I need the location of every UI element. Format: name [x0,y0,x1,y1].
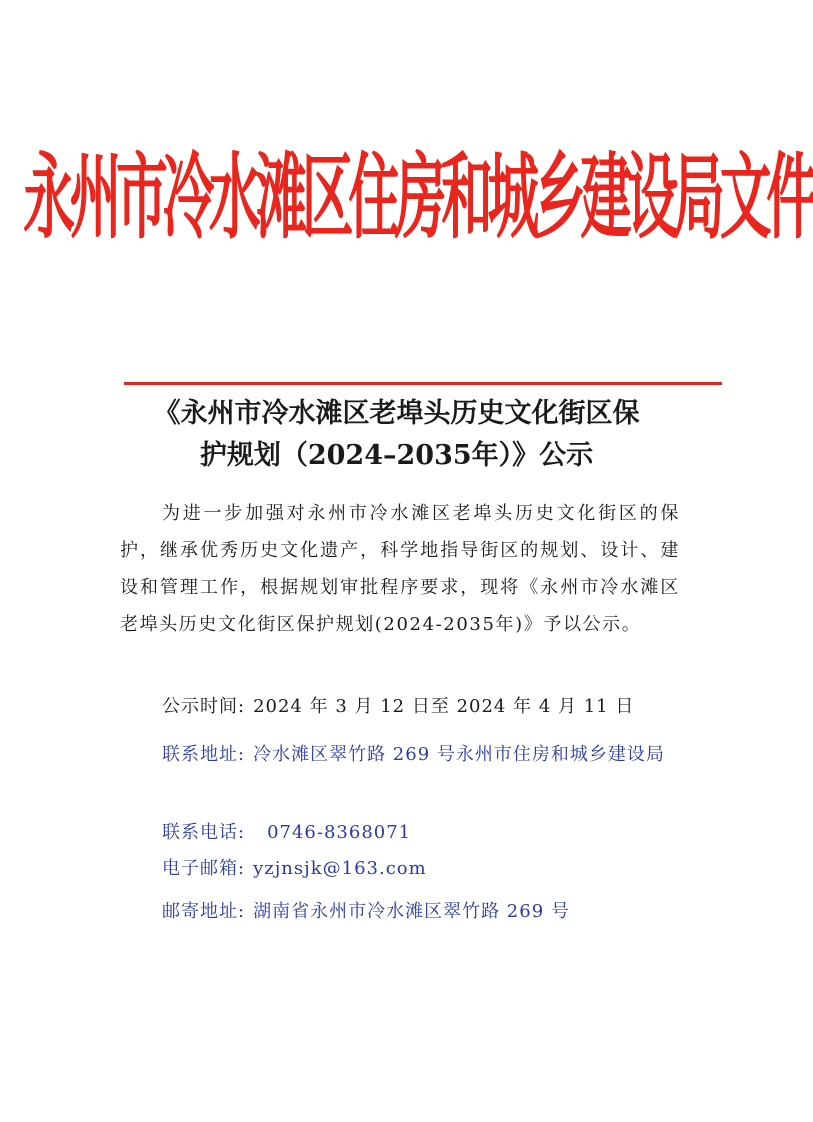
publicity-period [162,692,634,718]
contact-phone [162,818,411,844]
contact-address [120,735,680,775]
publicity-period-label: 公示时间: [162,696,246,717]
mailing-address-label: 邮寄地址: [162,901,246,922]
document-masthead [23,132,813,253]
contact-phone-value: 0746-8368071 [267,822,412,843]
publicity-period-value: 2024 年 3 月 12 日至 2024 年 4 月 11 日 [253,696,635,717]
contact-phone-label: 联系电话: [162,822,246,843]
announcement-paragraph: 为进一步加强对永州市冷水滩区老埠头历史文化街区的保护，继承优秀历史文化遗产，科学地指导街区的规划、设计、建设和管理工作，根据规划审批程序要求，现将《永州市冷水滩区老埠头历史文化街区保护规划(2024-2035年)》予以公示。 [120,503,680,635]
mailing-address [162,897,570,923]
title-line-1: 《永州市冷水滩区老埠头历史文化街区保 [153,398,640,429]
contact-address-label: 联系地址: [162,744,246,765]
contact-email-value[interactable]: yzjnsjk@163.com [253,858,427,879]
contact-address-value: 冷水滩区翠竹路 269 号永州市住房和城乡建设局 [253,744,665,765]
contact-email-label: 电子邮箱: [162,858,246,879]
red-separator-line [124,382,722,385]
contact-email [162,854,427,880]
mailing-address-value: 湖南省永州市冷水滩区翠竹路 269 号 [253,901,570,922]
masthead-text: 永州市冷水滩区住房和城乡建设局文件 [23,144,813,253]
document-title [60,393,733,477]
title-line-2: 护规划（2024–2035年）》公示 [199,440,594,471]
